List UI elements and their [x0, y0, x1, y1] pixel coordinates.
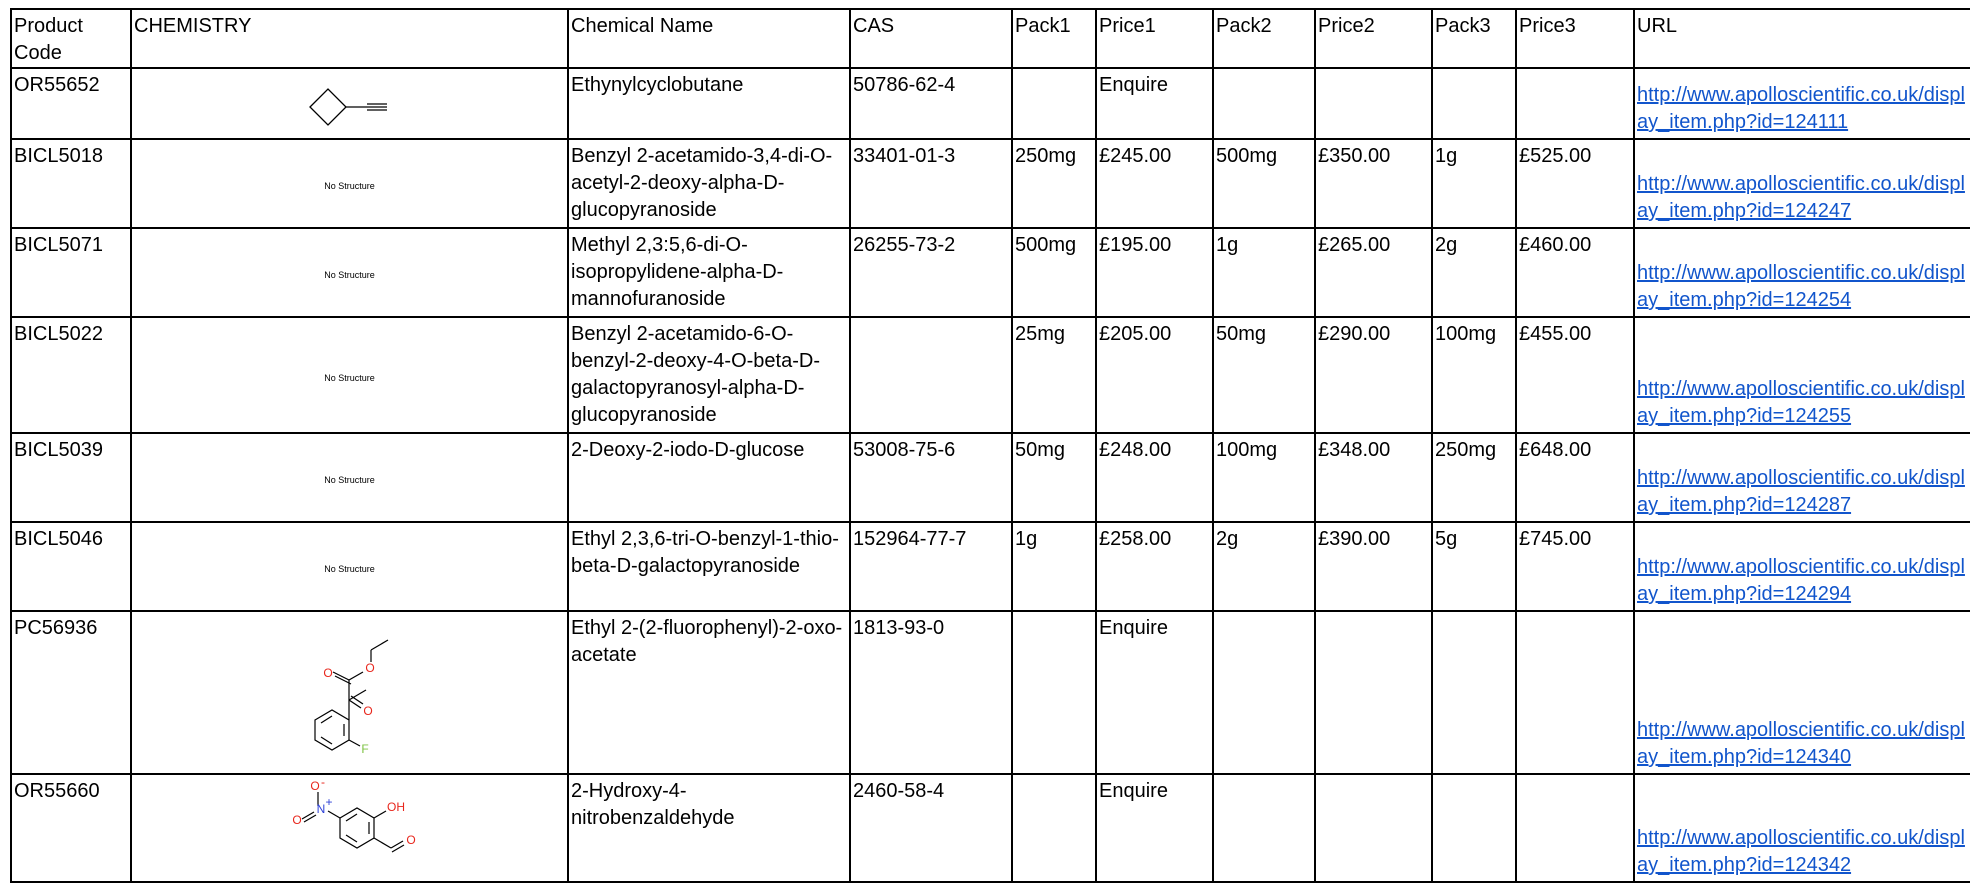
- header-price1: Price1: [1096, 9, 1213, 68]
- chemical-name: Ethynylcyclobutane: [568, 68, 850, 139]
- price3: £460.00: [1516, 228, 1634, 317]
- no-structure-label: No Structure: [324, 475, 375, 485]
- header-chemical-name: Chemical Name: [568, 9, 850, 68]
- chemistry-cell: [131, 774, 568, 882]
- header-pack1: Pack1: [1012, 9, 1096, 68]
- chemistry-cell: [131, 139, 568, 228]
- product-code: BICL5071: [11, 228, 131, 317]
- url-cell: [1634, 611, 1970, 774]
- no-structure-label: No Structure: [324, 564, 375, 574]
- pack3: 1g: [1432, 139, 1516, 228]
- chemical-name: Methyl 2,3:5,6-di-O-isopropylidene-alpha-D-mannofuranoside: [568, 228, 850, 317]
- pack1: [1012, 774, 1096, 882]
- atom-label: F: [360, 741, 369, 756]
- price2: £265.00: [1315, 228, 1432, 317]
- header-url: URL: [1634, 9, 1970, 68]
- url-cell: [1634, 68, 1970, 139]
- pack3: 5g: [1432, 522, 1516, 611]
- pack2: [1213, 611, 1315, 774]
- price1: £258.00: [1096, 522, 1213, 611]
- no-structure-label: No Structure: [324, 372, 375, 383]
- table-row: [11, 611, 1970, 774]
- pack3: 2g: [1432, 228, 1516, 317]
- product-code: OR55652: [11, 68, 131, 139]
- pack3: [1432, 774, 1516, 882]
- atom-label: O: [291, 813, 302, 827]
- atom-label: O: [322, 665, 333, 680]
- price1: Enquire: [1096, 611, 1213, 774]
- chemical-name: Benzyl 2-acetamido-6-O-benzyl-2-deoxy-4-O-beta-D-galactopyranosyl-alpha-D-glucopyranoside: [568, 317, 850, 433]
- url-cell: [1634, 522, 1970, 611]
- table-row: [11, 522, 1970, 611]
- atom-label: -: [320, 778, 325, 789]
- atom-label: O: [364, 660, 375, 675]
- product-code: BICL5046: [11, 522, 131, 611]
- price3: £648.00: [1516, 433, 1634, 522]
- cas-number: 26255-73-2: [850, 228, 1012, 317]
- price1: £195.00: [1096, 228, 1213, 317]
- chemical-name: 2-Deoxy-2-iodo-D-glucose: [568, 433, 850, 522]
- no-structure-label: No Structure: [324, 181, 375, 191]
- header-price3: Price3: [1516, 9, 1634, 68]
- price2: £348.00: [1315, 433, 1432, 522]
- header-row: [11, 9, 1970, 68]
- product-table: [10, 8, 1970, 883]
- pack2: 2g: [1213, 522, 1315, 611]
- product-link[interactable]: http://www.apolloscientific.co.uk/display_item.php?id=124342: [1637, 827, 1965, 876]
- cas-number: 2460-58-4: [850, 774, 1012, 882]
- price2: [1315, 611, 1432, 774]
- price3: £455.00: [1516, 317, 1634, 433]
- pack1: [1012, 68, 1096, 139]
- pack2: [1213, 68, 1315, 139]
- table-row: [11, 139, 1970, 228]
- header-pack2: Pack2: [1213, 9, 1315, 68]
- product-link[interactable]: http://www.apolloscientific.co.uk/display_item.php?id=124247: [1637, 173, 1965, 222]
- atom-label: OH: [386, 800, 405, 814]
- chemistry-cell: [131, 228, 568, 317]
- chemical-name: Benzyl 2-acetamido-3,4-di-O-acetyl-2-deoxy-alpha-D-glucopyranoside: [568, 139, 850, 228]
- price2: £350.00: [1315, 139, 1432, 228]
- pack1: 1g: [1012, 522, 1096, 611]
- price2: [1315, 68, 1432, 139]
- table-row: [11, 317, 1970, 433]
- atom-label: O: [362, 703, 373, 718]
- price1: Enquire: [1096, 68, 1213, 139]
- pack3: 100mg: [1432, 317, 1516, 433]
- product-link[interactable]: http://www.apolloscientific.co.uk/display_item.php?id=124254: [1637, 262, 1965, 311]
- product-code: OR55660: [11, 774, 131, 882]
- pack1: 250mg: [1012, 139, 1096, 228]
- pack3: 250mg: [1432, 433, 1516, 522]
- product-link[interactable]: http://www.apolloscientific.co.uk/display_item.php?id=124340: [1637, 719, 1965, 768]
- product-link[interactable]: http://www.apolloscientific.co.uk/display_item.php?id=124111: [1637, 84, 1965, 133]
- cas-number: 53008-75-6: [850, 433, 1012, 522]
- pack1: [1012, 611, 1096, 774]
- chemistry-cell: [131, 433, 568, 522]
- price1: £245.00: [1096, 139, 1213, 228]
- product-link[interactable]: http://www.apolloscientific.co.uk/display_item.php?id=124255: [1637, 378, 1965, 427]
- header-chemistry: CHEMISTRY: [131, 9, 568, 68]
- table-row: [11, 774, 1970, 882]
- url-cell: [1634, 228, 1970, 317]
- hydroxy-nitrobenzaldehyde-structure: [280, 778, 420, 878]
- atom-label: N: [316, 802, 325, 816]
- price1: £248.00: [1096, 433, 1213, 522]
- cas-number: [850, 317, 1012, 433]
- ethynylcyclobutane-structure: [305, 79, 395, 129]
- product-code: BICL5039: [11, 433, 131, 522]
- product-link[interactable]: http://www.apolloscientific.co.uk/display_item.php?id=124294: [1637, 556, 1965, 605]
- price3: [1516, 611, 1634, 774]
- url-cell: [1634, 139, 1970, 228]
- product-code: PC56936: [11, 611, 131, 774]
- product-code: BICL5018: [11, 139, 131, 228]
- price2: £390.00: [1315, 522, 1432, 611]
- header-price2: Price2: [1315, 9, 1432, 68]
- chemical-name: 2-Hydroxy-4-nitrobenzaldehyde: [568, 774, 850, 882]
- atom-label: +: [324, 795, 333, 809]
- no-structure-label: No Structure: [324, 270, 375, 280]
- pack3: [1432, 611, 1516, 774]
- pack1: 25mg: [1012, 317, 1096, 433]
- table-row: [11, 228, 1970, 317]
- cas-number: 1813-93-0: [850, 611, 1012, 774]
- pack1: 500mg: [1012, 228, 1096, 317]
- pack1: 50mg: [1012, 433, 1096, 522]
- chemistry-cell: [131, 522, 568, 611]
- price3: [1516, 774, 1634, 882]
- cas-number: 152964-77-7: [850, 522, 1012, 611]
- pack3: [1432, 68, 1516, 139]
- table-row: [11, 433, 1970, 522]
- url-cell: [1634, 774, 1970, 882]
- pack2: 100mg: [1213, 433, 1315, 522]
- cas-number: 33401-01-3: [850, 139, 1012, 228]
- cas-number: 50786-62-4: [850, 68, 1012, 139]
- price2: [1315, 774, 1432, 882]
- chemical-name: Ethyl 2,3,6-tri-O-benzyl-1-thio-beta-D-galactopyranoside: [568, 522, 850, 611]
- pack2: [1213, 774, 1315, 882]
- chemistry-cell: [131, 611, 568, 774]
- url-cell: [1634, 317, 1970, 433]
- table-row: [11, 68, 1970, 139]
- price3: [1516, 68, 1634, 139]
- pack2: 1g: [1213, 228, 1315, 317]
- url-cell: [1634, 433, 1970, 522]
- price1: £205.00: [1096, 317, 1213, 433]
- product-code: BICL5022: [11, 317, 131, 433]
- pack2: 500mg: [1213, 139, 1315, 228]
- chemistry-cell: [131, 317, 568, 433]
- price3: £525.00: [1516, 139, 1634, 228]
- price3: £745.00: [1516, 522, 1634, 611]
- product-link[interactable]: http://www.apolloscientific.co.uk/display_item.php?id=124287: [1637, 467, 1965, 516]
- atom-label: O: [309, 779, 320, 793]
- header-product-code: Product Code: [11, 9, 131, 68]
- header-pack3: Pack3: [1432, 9, 1516, 68]
- chemistry-cell: [131, 68, 568, 139]
- price1: Enquire: [1096, 774, 1213, 882]
- chemical-name: Ethyl 2-(2-fluorophenyl)-2-oxo-acetate: [568, 611, 850, 774]
- pack2: 50mg: [1213, 317, 1315, 433]
- price2: £290.00: [1315, 317, 1432, 433]
- ethyl-fluorophenyl-oxoacetate-structure: [290, 628, 410, 758]
- header-cas: CAS: [850, 9, 1012, 68]
- atom-label: O: [405, 833, 416, 847]
